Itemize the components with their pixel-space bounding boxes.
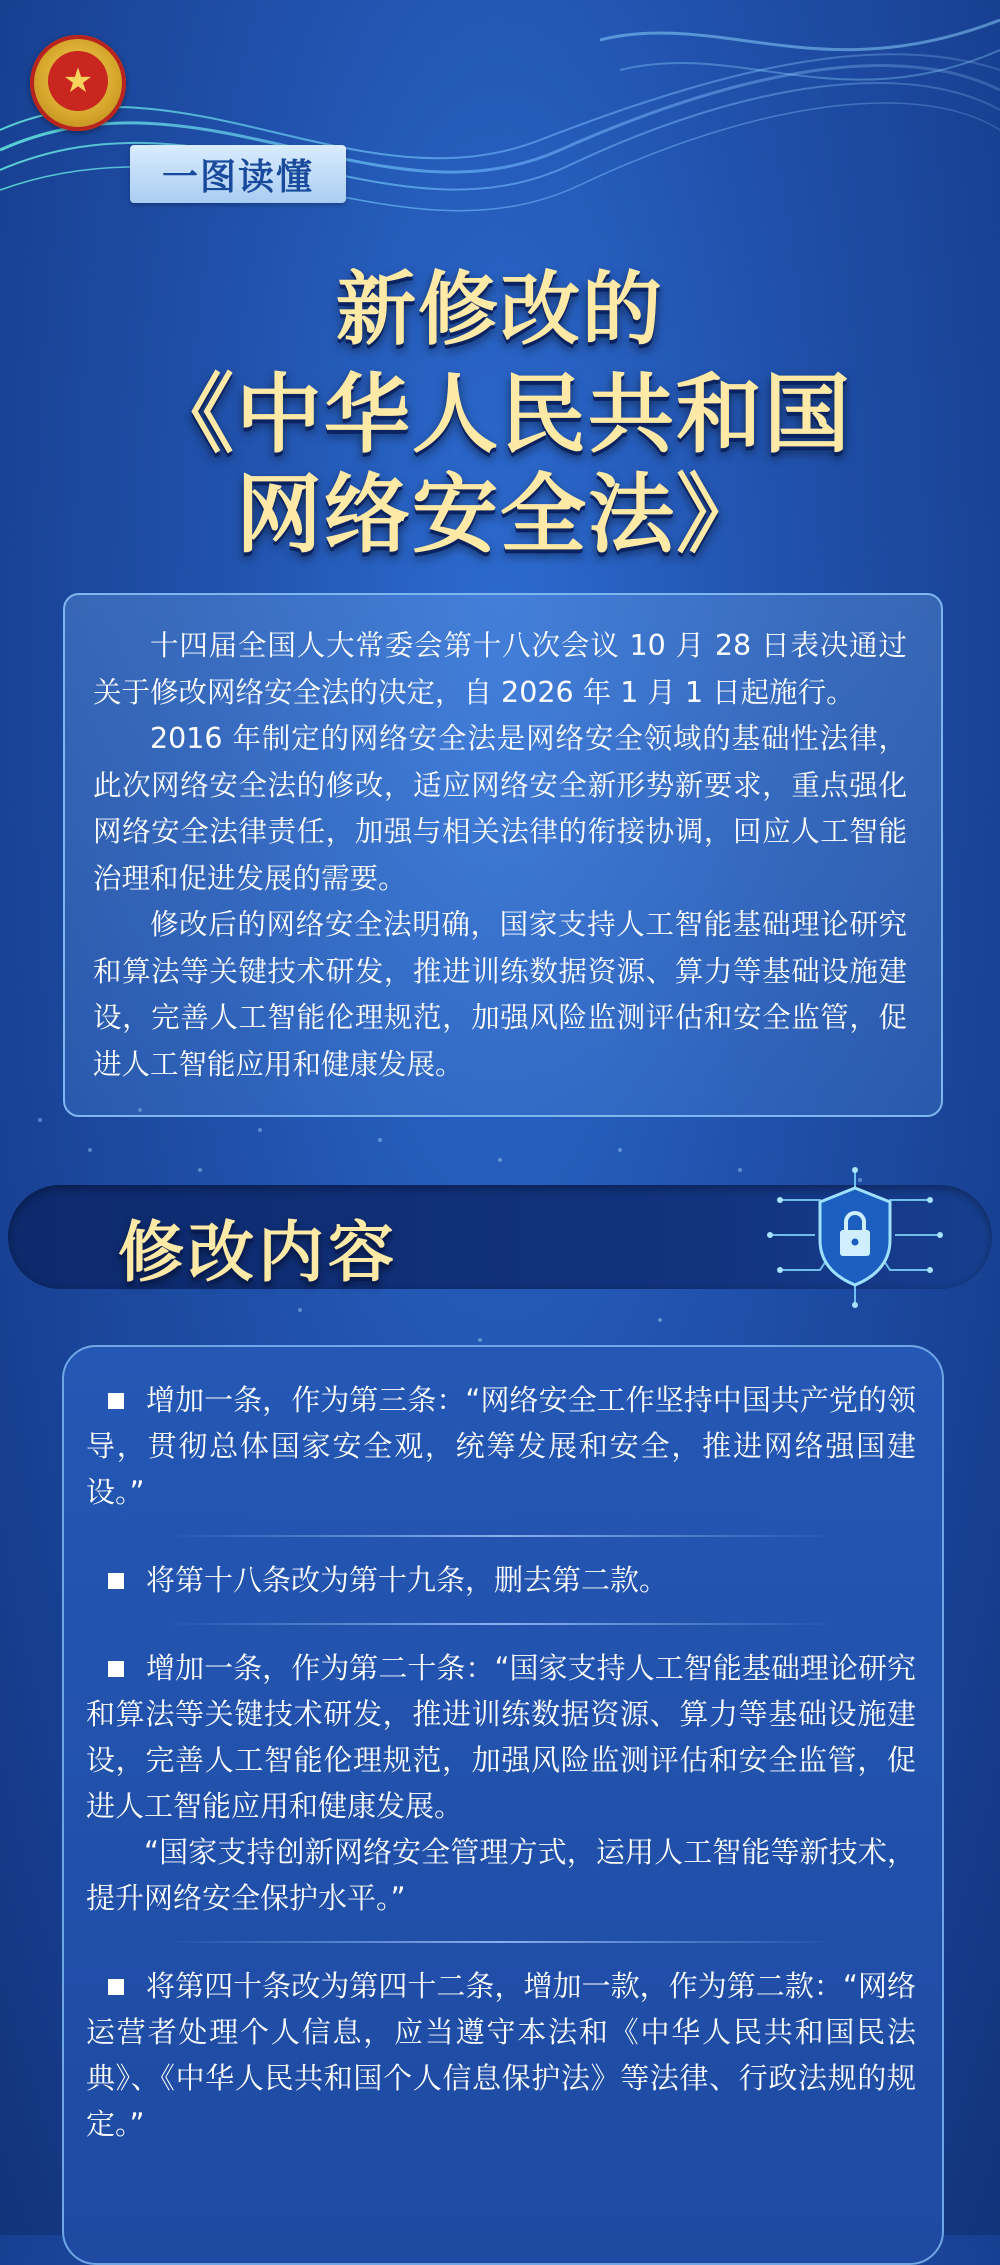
divider bbox=[166, 1535, 836, 1537]
intro-box bbox=[63, 593, 943, 1117]
bullet-square-icon bbox=[108, 1393, 124, 1409]
intro-paragraph: 修改后的网络安全法明确，国家支持人工智能基础理论研究和算法等关键技术研发，推进训练数据资源、算力等基础设施建设，完善人工智能伦理规范，加强风险监测评估和安全监管，促进人工智能应用和健康发展。 bbox=[93, 908, 907, 1081]
bullet-square-icon bbox=[108, 1573, 124, 1589]
change-item bbox=[86, 1963, 916, 2147]
section-title: 修改内容 bbox=[118, 1214, 398, 1291]
star-icon: ★ bbox=[48, 51, 108, 111]
divider bbox=[166, 1623, 836, 1625]
change-text: 增加一条，作为第三条：“网络安全工作坚持中国共产党的领导，贯彻总体国家安全观，统筹发展和安全，推进网络强国建设。” bbox=[86, 1383, 916, 1509]
national-emblem-icon bbox=[30, 35, 126, 131]
page-title-line-1: 新修改的 bbox=[336, 263, 664, 356]
intro-paragraph: 十四届全国人大常委会第十八次会议 10 月 28 日表决通过关于修改网络安全法的决定，自 2026 年 1 月 1 日起施行。 bbox=[93, 629, 907, 709]
page-title-line-3: 网络安全法》 bbox=[236, 465, 764, 565]
change-text: 增加一条，作为第二十条：“国家支持人工智能基础理论研究和算法等关键技术研发，推进训练数据资源、算力等基础设施建设，完善人工智能伦理规范，加强风险监测评估和安全监管，促进人工智能应用和健康发展。 bbox=[86, 1651, 916, 1823]
intro-paragraph: 2016 年制定的网络安全法是网络安全领域的基础性法律，此次网络安全法的修改，适应网络安全新形势新要求，重点强化网络安全法律责任，加强与相关法律的衔接协调，回应人工智能治理和促进发展的需要。 bbox=[93, 722, 907, 895]
padlock-icon bbox=[760, 1160, 950, 1310]
change-text: 将第四十条改为第四十二条，增加一款，作为第二款：“网络运营者处理个人信息，应当遵守本法和《中华人民共和国民法典》、《中华人民共和国个人信息保护法》等法律、行政法规的规定。” bbox=[86, 1969, 916, 2141]
changes-panel bbox=[62, 1345, 944, 2265]
bullet-square-icon bbox=[108, 1661, 124, 1677]
change-item bbox=[86, 1557, 916, 1603]
page-title-line-2: 《中华人民共和国 bbox=[148, 365, 852, 465]
tag-label: 一图读懂 bbox=[130, 145, 346, 203]
change-text: 将第十八条改为第十九条，删去第二款。 bbox=[146, 1563, 669, 1597]
change-item bbox=[86, 1645, 916, 1921]
change-extra-text: “国家支持创新网络安全管理方式，运用人工智能等新技术，提升网络安全保护水平。” bbox=[86, 1835, 916, 1915]
change-item bbox=[86, 1377, 916, 1515]
bullet-square-icon bbox=[108, 1979, 124, 1995]
divider bbox=[166, 1941, 836, 1943]
